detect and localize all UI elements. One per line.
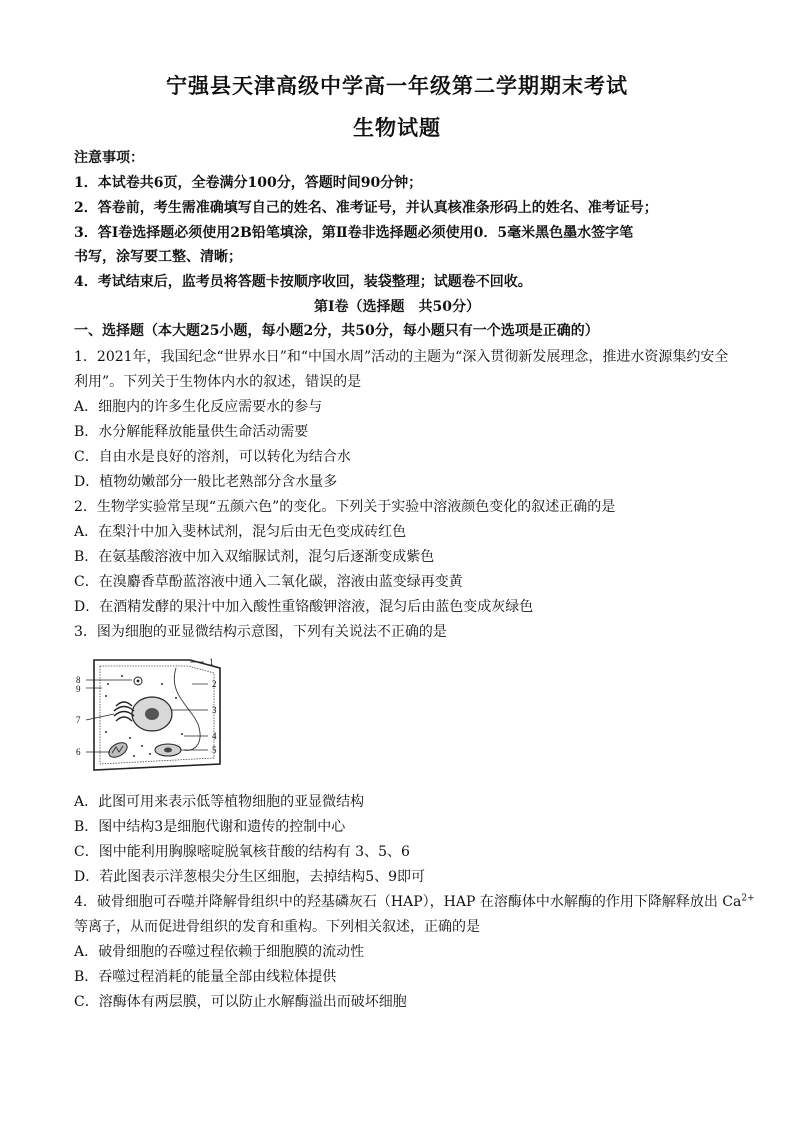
exam-subtitle: 生物试题: [353, 115, 441, 140]
diagram-label-5: 5: [212, 745, 217, 755]
note-item: 4．考试结束后，监考员将答题卡按顺序收回，装袋整理；试题卷不回收。: [74, 274, 532, 290]
q4-option-c: C．溶酶体有两层膜，可以防止水解酶溢出而破坏细胞: [74, 994, 407, 1010]
diagram-label-4: 4: [212, 731, 217, 741]
q1-option-a: A．细胞内的许多生化反应需要水的参与: [74, 399, 323, 415]
q1-option-b: B．水分解能释放能量供生命活动需要: [74, 424, 309, 440]
q4-ion-charge: 2+: [741, 893, 755, 904]
q4-stem-text: 4．破骨细胞可吞噬并降解骨组织中的羟基磷灰石（HAP），HAP 在溶酶体中水解酶的作用下降解释放出 Ca: [74, 894, 742, 910]
diagram-label-2: 2: [212, 679, 217, 689]
chloroplast-grana: [164, 748, 172, 753]
centriole: [137, 680, 140, 683]
q2-option-a: A．在梨汁中加入斐林试剂，混匀后由无色变成砖红色: [74, 524, 407, 540]
nucleolus: [145, 708, 159, 720]
note-item: 3．答Ⅰ卷选择题必须使用2B铅笔填涂，第Ⅱ卷非选择题必须使用0．5毫米黑色墨水签字笔: [74, 225, 634, 241]
q1-stem-line1: 1．2021年，我国纪念“世界水日”和“中国水周”活动的主题为“深入贯彻新发展理念，推进水资源集约安全: [74, 349, 729, 365]
notes-heading: 注意事项：: [74, 150, 144, 166]
section-title: 第Ⅰ卷（选择题 共50分）: [313, 299, 481, 315]
diagram-label-1: 1: [209, 657, 214, 667]
diagram-label-3: 3: [212, 705, 217, 715]
q3-option-c: C．图中能利用胸腺嘧啶脱氧核苷酸的结构有 3、5、6: [74, 844, 410, 860]
q4-option-b: B．吞噬过程消耗的能量全部由线粒体提供: [74, 969, 337, 985]
q2-option-c: C．在溴麝香草酚蓝溶液中通入二氧化碳，溶液由蓝变绿再变黄: [74, 574, 463, 590]
q3-option-d: D．若此图表示洋葱根尖分生区细胞，去掉结构5、9即可: [74, 869, 426, 885]
diagram-label-6: 6: [76, 747, 81, 757]
q4-stem-line1: [74, 892, 755, 912]
exam-title: 宁强县天津高级中学高一年级第二学期期末考试: [166, 73, 628, 98]
q1-option-c: C．自由水是良好的溶剂，可以转化为结合水: [74, 449, 351, 465]
vacuole-outline: [174, 668, 200, 750]
diagram-label-7: 7: [76, 715, 81, 725]
q3-option-a: A．此图可用来表示低等植物细胞的亚显微结构: [74, 794, 365, 810]
q1-option-d: D．植物幼嫩部分一般比老熟部分含水量多: [74, 474, 338, 490]
q3-option-b: B．图中结构3是细胞代谢和遗传的控制中心: [74, 819, 346, 835]
diagram-label-8: 8: [76, 675, 81, 685]
q1-stem-line2: 利用”。下列关于生物体内水的叙述，错误的是: [74, 374, 362, 390]
note-item: 2．答卷前，考生需准确填写自己的姓名、准考证号，并认真核准条形码上的姓名、准考证号；: [74, 200, 658, 216]
note-item: 1．本试卷共6页，全卷满分100分，答题时间90分钟；: [74, 175, 423, 191]
q2-option-b: B．在氨基酸溶液中加入双缩脲试剂，混匀后逐渐变成紫色: [74, 549, 435, 565]
note-item: 书写，涂写要工整、清晰；: [74, 249, 242, 265]
section-instruction: 一、选择题（本大题25小题，每小题2分，共50分，每小题只有一个选项是正确的）: [74, 323, 599, 339]
q2-stem: 2．生物学实验常呈现“五颜六色”的变化。下列关于实验中溶液颜色变化的叙述正确的是: [74, 499, 616, 515]
q4-option-a: A．破骨细胞的吞噬过程依赖于细胞膜的流动性: [74, 944, 365, 960]
cell-diagram: [72, 654, 232, 776]
diagram-label-9: 9: [76, 684, 81, 694]
q2-option-d: D．在酒精发酵的果汁中加入酸性重铬酸钾溶液，混匀后由蓝色变成灰绿色: [74, 599, 534, 615]
q4-stem-line2: 等离子，从而促进骨组织的发育和重构。下列相关叙述，正确的是: [74, 919, 480, 935]
golgi-apparatus: [114, 702, 134, 721]
q3-stem: 3．图为细胞的亚显微结构示意图，下列有关说法不正确的是: [74, 624, 447, 640]
